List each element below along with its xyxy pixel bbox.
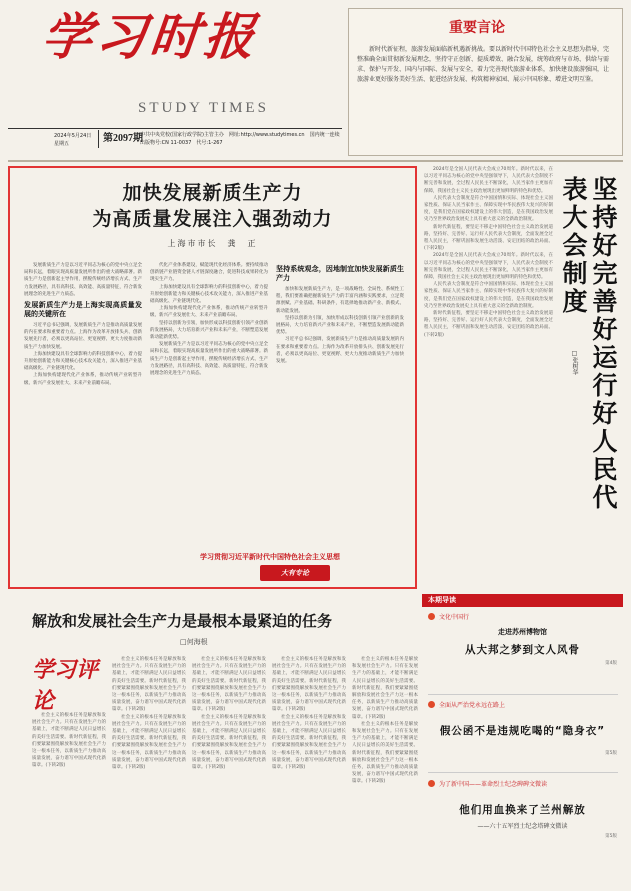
right-paragraph: 新时代新征程，要坚定不移走中国特色社会主义政治发展道路，坚持好、完善好、运行好人民代表大会制度，全面发展全过程人民民主，不断巩固和发展生动活泼、安定团结的政治局面。(下转2版) <box>424 311 553 338</box>
right-paragraph: 2024年是全国人民代表大会成立70周年。新时代以来，在以习近平同志为核心的党中央坚强领导下，人民代表大会制度不断完善和发展，全过程人民民主不断深化，人民当家作主更加有保障，我国社会主义民主政治展现出更加鲜明的特色和优势。 <box>424 253 553 281</box>
lead-title-line1: 加快发展新质生产力 <box>122 182 303 204</box>
lead-title-line2: 为高质量发展注入强劲动力 <box>92 208 333 230</box>
guide-kicker: 为了新中国——革命烈士纪念碑碑文微读 <box>428 779 617 788</box>
bottom-paragraph: 社会主义的根本任务是解放和发展社会生产力。只有在发展生产力的基础上，才能不断满足人民日益增长的美好生活需要。新时代新征程，我们要紧紧围绕解放和发展社会生产力这一根本任务，以新质生产力推动高质量发展，奋力谱写中国式现代化新篇章。(下转2版) <box>192 714 266 771</box>
lead-paragraph: 坚持以创新为引领，加快形成以科技创新引领产业创新的发展格局，大力培育新兴产业和未来产业，不断塑造发展新动能新优势。 <box>276 315 404 336</box>
bottom-column-3 <box>192 656 266 882</box>
guide-subtitle: 走进苏州博物馆 <box>498 628 547 636</box>
newspaper-logo-english: STUDY TIMES <box>138 100 269 116</box>
lead-subheading: 发展新质生产力是上海实现高质量发展的关键所在 <box>24 301 142 319</box>
important-remarks-text: 新时代新征程，旅游发展面临新机遇新挑战。要以新时代中国特色社会主义思想为指导，完整准确全面贯彻新发展理念，坚持守正创新、提质增效、融合发展，统筹政府与市场、供给与需求、保护与开发、国内与国际、发展与安全，着力完善现代旅游业体系，加快建设旅游强国，让旅游业更好服务美好生活、促进经济发展、构筑精神家园、展示中国形象、增进文明互鉴。 <box>357 46 610 83</box>
bottom-article-title[interactable]: 解放和发展社会生产力是最根本最紧迫的任务 <box>32 612 333 630</box>
guide-page: 第4版 <box>605 661 617 666</box>
important-remarks-box <box>348 8 623 156</box>
guide-item[interactable] <box>422 700 623 756</box>
lead-paragraph: 上海加快建设具有全球影响力的科技创新中心，着力提升原始创新能力和关键核心技术攻关能力，深入推进产业基础高级化、产业链现代化。 <box>150 284 268 305</box>
bottom-paragraph: 社会主义的根本任务是解放和发展社会生产力。只有在发展生产力的基础上，才能不断满足人民日益增长的美好生活需要。新时代新征程，我们要紧紧围绕解放和发展社会生产力这一根本任务，以新质生产力推动高质量发展，奋力谱写中国式现代化新篇章。(下转2版) <box>352 721 418 785</box>
lead-article-title[interactable] <box>10 180 415 232</box>
lead-paragraph: 发展新质生产力是以习近平同志为核心的党中央立足全局和长远，着眼实现高质量发展所作出的重大战略部署。新质生产力是创新起主导作用，摆脱传统经济增长方式、生产力发展路径，具有高科技、高效能、高质量特征，符合新发展理念的先进生产力质态。 <box>24 263 142 297</box>
lead-column-2 <box>150 262 268 542</box>
issue-date: 2024年5月24日 星期五 <box>54 133 92 147</box>
lead-paragraph: 发展新质生产力是以习近平同志为核心的党中央立足全局和长远，着眼实现高质量发展所作出的重大战略部署。新质生产力是创新起主导作用，摆脱传统经济增长方式、生产力发展路径，具有高科技、高效能、高质量特征，符合新发展理念的先进生产力质态。 <box>150 342 268 377</box>
guide-page: 第5版 <box>605 834 617 839</box>
guide-subtitle: ——六十五军烈士纪念塔碑文微读 <box>477 823 568 830</box>
lead-paragraph: 代化产业体系建设，赋能现代化经济体系。要持续推动创新链产业链资金链人才链深度融合，促进科技成果转化为现实生产力。 <box>150 263 268 283</box>
guide-headline[interactable]: 假公函不是违规吃喝的“隐身衣” <box>439 725 606 737</box>
guide-item[interactable] <box>422 612 623 666</box>
right-paragraph: 人民代表大会制度是符合中国国情和实际、体现社会主义国家性质、保证人民当家作主、保障实现中华民族伟大复兴的好制度，是我们党在国家政权建设上的伟大创造，是在我国政治发展史乃至世界政治发展史上具有重大意义的全新政治制度。 <box>424 195 553 223</box>
bottom-paragraph: 社会主义的根本任务是解放和发展社会生产力。只有在发展生产力的基础上，才能不断满足人民日益增长的美好生活需要。新时代新征程，我们要紧紧围绕解放和发展社会生产力这一根本任务，以新质生产力推动高质量发展，奋力谱写中国式现代化新篇章。(下转2版) <box>352 657 418 720</box>
right-paragraph: 人民代表大会制度是符合中国国情和实际、体现社会主义国家性质、保证人民当家作主、保障实现中华民族伟大复兴的好制度，是我们党在国家政权建设上的伟大创造，是在我国政治发展史乃至世界政治发展史上具有重大意义的全新政治制度。 <box>424 282 553 309</box>
guide-headline[interactable]: 他们用血换来了兰州解放 <box>459 804 586 816</box>
lead-subheading: 坚持系统观念，因地制宜加快发展新质生产力 <box>276 265 404 282</box>
guide-header: 本期导读 <box>422 594 623 607</box>
sponsor-info: 中共中央党校(国家行政学院)主管主办 网址:http://www.studytimes.cn 国内统一连续出版物号:CN 11-0037 代号:1-267 <box>140 132 340 146</box>
vertical-byline: □张树华 <box>571 350 578 375</box>
bottom-paragraph: 社会主义的根本任务是解放和发展社会生产力。只有在发展生产力的基础上，才能不断满足人民日益增长的美好生活需要。新时代新征程，我们要紧紧围绕解放和发展社会生产力这一根本任务，以新质生产力推动高质量发展，奋力谱写中国式现代化新篇章。(下转2版) <box>112 714 186 771</box>
lead-paragraph: 坚持以创新为引领，加快形成以科技创新引领产业创新的发展格局，大力培育新兴产业和未来产业，不断塑造发展新动能新优势。 <box>150 320 268 341</box>
lead-caption: 学习贯彻习近平新时代中国特色社会主义思想 <box>200 553 340 561</box>
column-seal: 大有专论 <box>260 565 330 581</box>
issue-number: 第2097期 <box>98 130 143 148</box>
guide-item[interactable] <box>422 779 623 839</box>
important-remarks-title: 重要言论 <box>449 20 505 36</box>
guide-separator <box>428 772 618 773</box>
study-review-logo: 学习评论 <box>32 657 99 714</box>
lead-paragraph: 上海加快构建现代化产业体系，推动传统产业转型升级、新兴产业发展壮大、未来产业前瞻布局。 <box>150 306 268 319</box>
lead-column-3 <box>276 262 404 542</box>
bottom-byline: □何海根 <box>180 638 208 646</box>
right-paragraph: 新时代新征程，要坚定不移走中国特色社会主义政治发展道路，坚持好、完善好、运行好人民代表大会制度，全面发展全过程人民民主，不断巩固和发展生动活泼、安定团结的政治局面。(下转2版) <box>424 224 553 252</box>
guide-kicker: 全面从严治党永远在路上 <box>428 700 617 709</box>
lead-column-1 <box>24 262 142 542</box>
issue-guide <box>422 594 623 884</box>
lead-paragraph: 习近平总书记强调，发展新质生产力是推动高质量发展的内在要求和重要着力点。上海作为改革开放排头兵、创新发展先行者，必须以更高站位、更宽视野、更大力度推动新质生产力加快发展。 <box>24 323 142 350</box>
lead-paragraph: 上海加快构建现代化产业体系，推动传统产业转型升级、新兴产业发展壮大、未来产业前瞻布局。 <box>24 373 142 386</box>
guide-kicker: 文化中国行 <box>428 612 617 621</box>
guide-headline[interactable]: 从大邦之梦到文人风骨 <box>465 644 580 656</box>
bottom-column-4 <box>272 656 346 882</box>
bottom-column-1 <box>32 712 106 882</box>
lead-byline: 上海市市长 龚 正 <box>167 239 258 248</box>
guide-separator <box>428 694 618 695</box>
lead-paragraph: 上海加快建设具有全球影响力的科技创新中心，着力提升原始创新能力和关键核心技术攻关能力，深入推进产业基础高级化、产业链现代化。 <box>24 351 142 372</box>
bottom-column-2 <box>112 656 186 882</box>
right-article-body <box>424 166 553 589</box>
masthead-info-bar <box>8 128 342 148</box>
bottom-paragraph: 社会主义的根本任务是解放和发展社会生产力。只有在发展生产力的基础上，才能不断满足人民日益增长的美好生活需要。新时代新征程，我们要紧紧围绕解放和发展社会生产力这一根本任务，以新质生产力推动高质量发展，奋力谱写中国式现代化新篇章。(下转2版) <box>192 657 266 713</box>
bottom-paragraph: 社会主义的根本任务是解放和发展社会生产力。只有在发展生产力的基础上，才能不断满足人民日益增长的美好生活需要。新时代新征程，我们要紧紧围绕解放和发展社会生产力这一根本任务，以新质生产力推动高质量发展，奋力谱写中国式现代化新篇章。(下转2版) <box>112 657 186 713</box>
bottom-paragraph: 社会主义的根本任务是解放和发展社会生产力。只有在发展生产力的基础上，才能不断满足人民日益增长的美好生活需要。新时代新征程，我们要紧紧围绕解放和发展社会生产力这一根本任务，以新质生产力推动高质量发展，奋力谱写中国式现代化新篇章。(下转2版) <box>32 713 106 769</box>
right-paragraph: 2024年是全国人民代表大会成立70周年。新时代以来，在以习近平同志为核心的党中央坚强领导下，人民代表大会制度不断完善和发展，全过程人民民主不断深化，人民当家作主更加有保障，我国社会主义民主政治展现出更加鲜明的特色和优势。 <box>424 167 553 194</box>
lead-paragraph: 加快和发展新质生产力，是一项战略性、全局性、系统性工程，我们要准确把握新质生产力的丰富内涵和实践要求，立足资源禀赋、产业基础、科研条件，有选择地推动新产业、新模式、新动能发展。 <box>276 287 404 314</box>
section-divider <box>8 160 623 162</box>
bottom-column-5 <box>352 656 418 882</box>
bottom-paragraph: 社会主义的根本任务是解放和发展社会生产力。只有在发展生产力的基础上，才能不断满足人民日益增长的美好生活需要。新时代新征程，我们要紧紧围绕解放和发展社会生产力这一根本任务，以新质生产力推动高质量发展，奋力谱写中国式现代化新篇章。(下转2版) <box>272 657 346 713</box>
guide-page: 第5版 <box>605 751 617 756</box>
lead-article[interactable] <box>8 166 417 589</box>
bottom-paragraph: 社会主义的根本任务是解放和发展社会生产力。只有在发展生产力的基础上，才能不断满足人民日益增长的美好生活需要。新时代新征程，我们要紧紧围绕解放和发展社会生产力这一根本任务，以新质生产力推动高质量发展，奋力谱写中国式现代化新篇章。(下转2版) <box>272 714 346 771</box>
lead-paragraph: 习近平总书记强调，发展新质生产力是推动高质量发展的内在要求和重要着力点。上海作为改革开放排头兵、创新发展先行者，必须以更高站位、更宽视野、更大力度推动新质生产力加快发展。 <box>276 337 404 365</box>
vertical-article-title[interactable]: 坚持好完善好运行好人民代表大会制度 <box>559 176 618 512</box>
newspaper-logo: 学习时报 <box>38 7 262 66</box>
